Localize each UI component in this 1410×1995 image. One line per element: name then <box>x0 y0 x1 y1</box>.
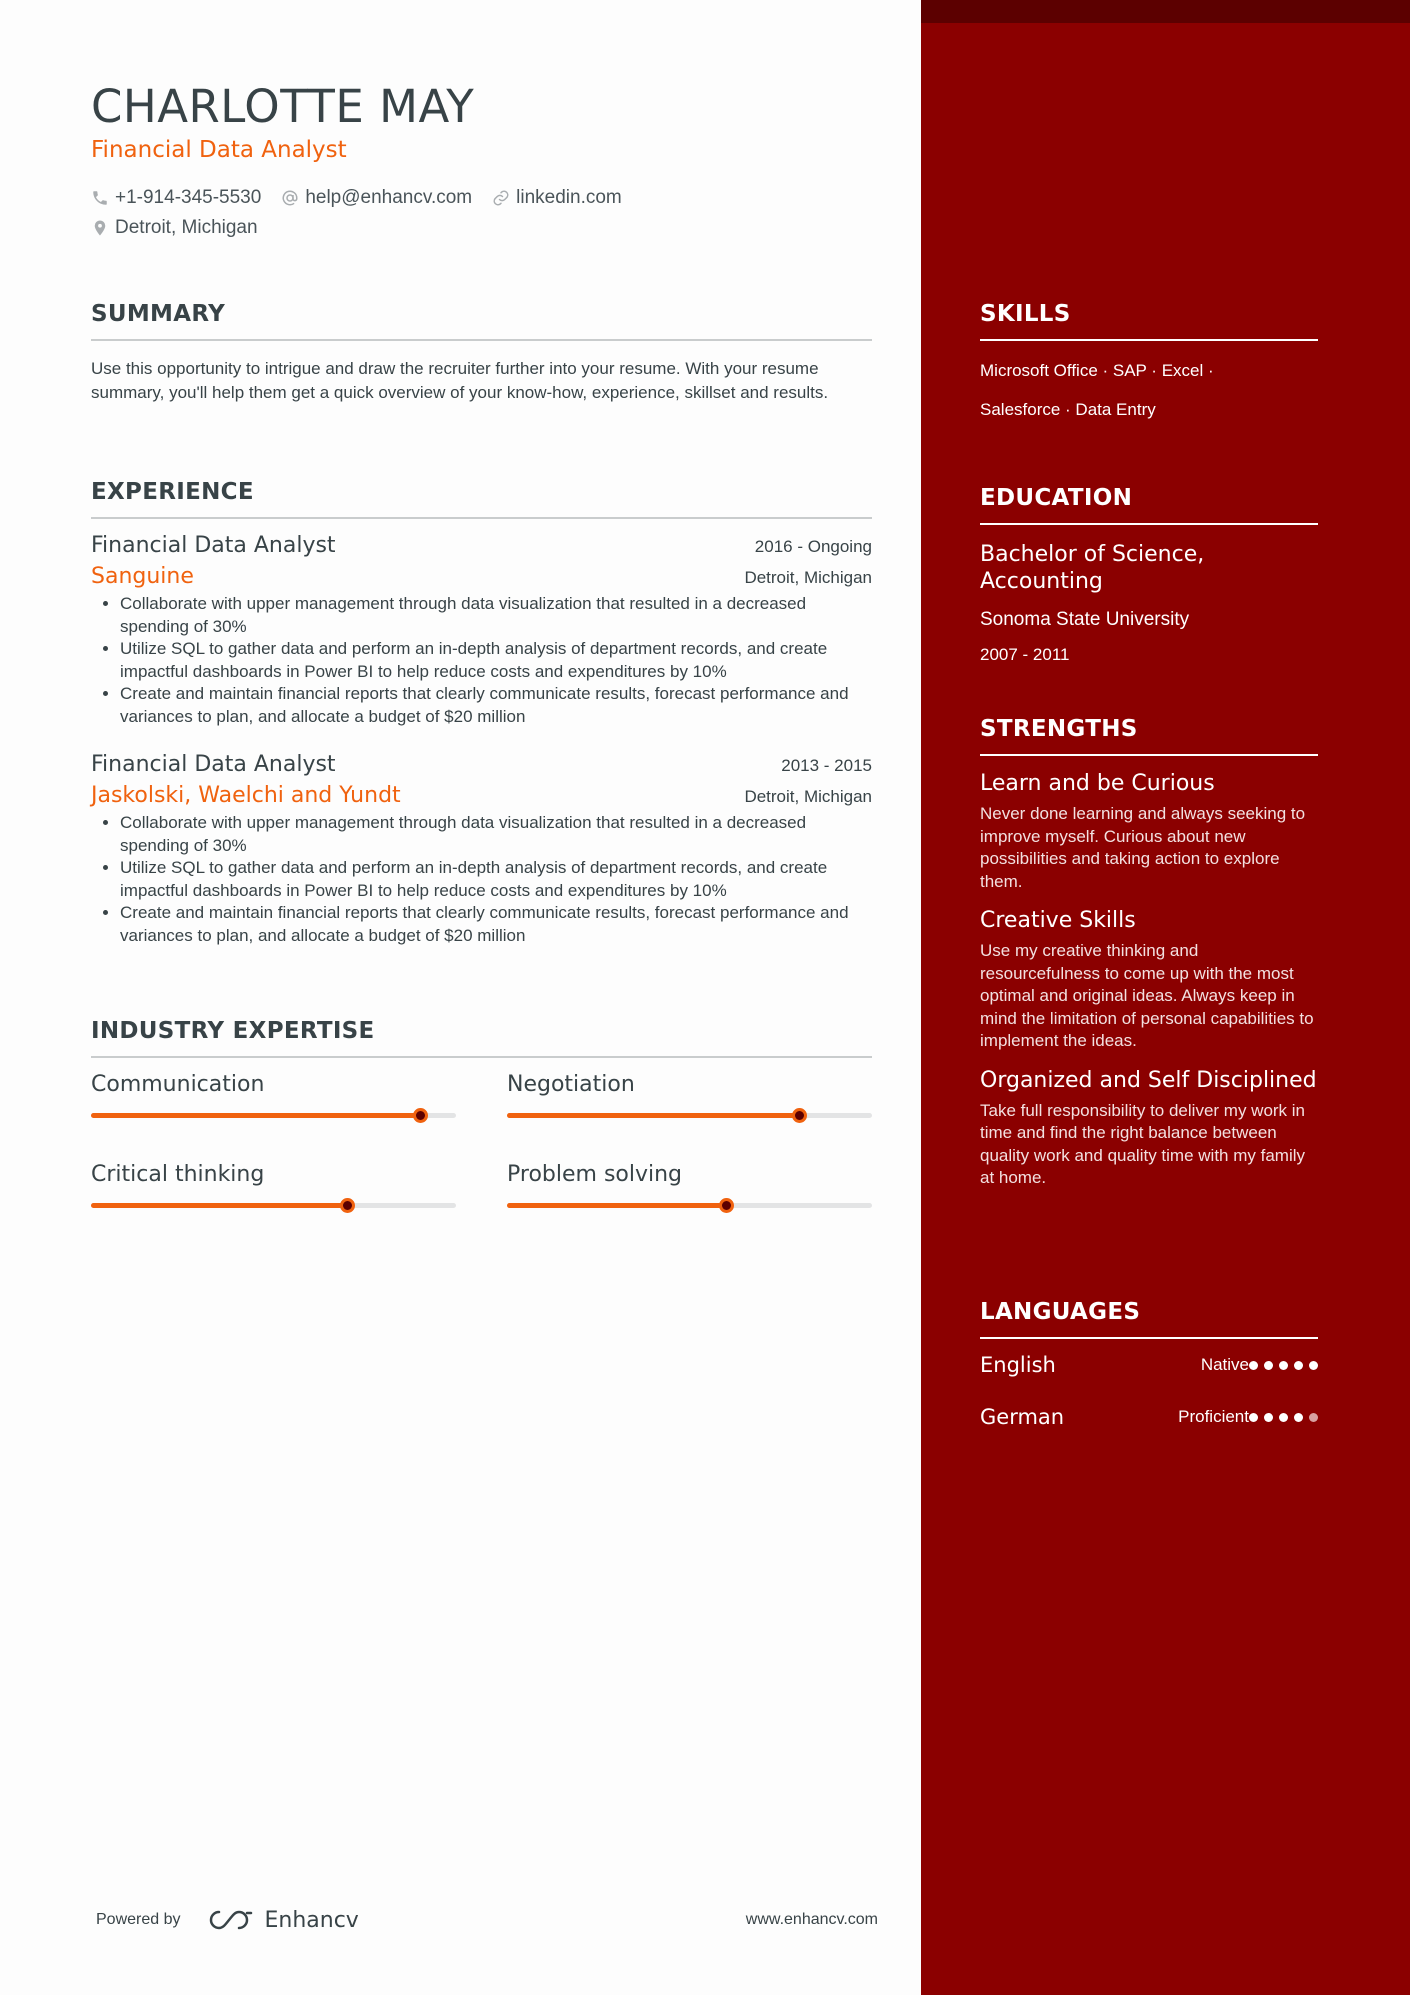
expertise-bar-knob <box>792 1108 807 1123</box>
education-degree: Bachelor of Science, Accounting <box>980 542 1205 594</box>
language-dots <box>1249 1413 1318 1422</box>
strength-desc: Never done learning and always seeking to improve myself. Curious about new possibilities and taking action to explore them. <box>980 804 1306 891</box>
powered-by-text: Powered by <box>96 1911 181 1928</box>
strength-item <box>980 1067 1318 1190</box>
language-row <box>980 1391 1318 1443</box>
expertise-bar <box>507 1203 872 1208</box>
education-section <box>980 485 1318 665</box>
contact-phone[interactable] <box>91 187 261 209</box>
job-dates: 2013 - 2015 <box>781 756 872 775</box>
contact-location <box>91 217 258 239</box>
footer <box>96 1900 878 1940</box>
job-dates: 2016 - Ongoing <box>754 537 872 556</box>
at-icon <box>281 189 299 207</box>
expertise-title: INDUSTRY EXPERTISE <box>91 1018 872 1058</box>
job-bullet: • Create and maintain financial reports that clearly communicate results, forecast performance and variances to plan, and allocate a budget of $20 million <box>120 683 872 728</box>
skills-line: Microsoft Office · SAP · Excel · <box>980 361 1214 380</box>
language-name: German <box>980 1405 1065 1429</box>
job-bullet: • Utilize SQL to gather data and perform an in-depth analysis of department records, and create impactful dashboards in Power BI to help reduce costs and expenditures by 10% <box>120 857 872 902</box>
language-name: English <box>980 1353 1056 1377</box>
contact-info <box>91 183 891 243</box>
job-entry <box>91 533 872 728</box>
email-text: help@enhancv.com <box>305 187 473 208</box>
language-dot-filled <box>1279 1361 1288 1370</box>
expertise-bar <box>91 1203 456 1208</box>
education-title: EDUCATION <box>980 485 1318 525</box>
job-title: Financial Data Analyst <box>91 533 336 558</box>
phone-icon <box>91 189 109 207</box>
strength-desc: Take full responsibility to deliver my work in time and find the right balance between quality work and quality time with my family at home. <box>980 1100 1306 1187</box>
expertise-item <box>91 1072 456 1162</box>
link-text: linkedin.com <box>516 187 622 208</box>
job-bullet: • Collaborate with upper management through data visualization that resulted in a decreased spending of 30% <box>120 593 872 638</box>
language-dots <box>1249 1361 1318 1370</box>
expertise-bar <box>507 1113 872 1118</box>
link-icon <box>492 189 510 207</box>
summary-text: Use this opportunity to intrigue and draw the recruiter further into your resume. With your resume summary, you'll help them get a quick overview of your know-how, experience, skillset and results. <box>91 359 829 402</box>
expertise-bar-knob <box>340 1198 355 1213</box>
strength-title: Creative Skills <box>980 908 1136 933</box>
expertise-label: Negotiation <box>507 1072 635 1097</box>
languages-title: LANGUAGES <box>980 1299 1318 1339</box>
experience-section <box>91 479 872 947</box>
summary-title: SUMMARY <box>91 301 872 341</box>
expertise-label: Critical thinking <box>91 1162 265 1187</box>
candidate-role: Financial Data Analyst <box>91 137 347 163</box>
job-company: Sanguine <box>91 564 194 589</box>
language-dot-filled <box>1264 1413 1273 1422</box>
expertise-bar-knob <box>413 1108 428 1123</box>
expertise-grid <box>91 1072 872 1252</box>
job-location: Detroit, Michigan <box>744 787 872 806</box>
job-bullets <box>91 812 872 947</box>
job-company: Jaskolski, Waelchi and Yundt <box>91 783 401 808</box>
expertise-item <box>91 1162 456 1252</box>
job-entry <box>91 752 872 947</box>
education-years: 2007 - 2011 <box>980 645 1070 664</box>
language-dot-filled <box>1294 1413 1303 1422</box>
expertise-bar-fill <box>507 1203 726 1208</box>
language-dot-filled <box>1294 1361 1303 1370</box>
language-dot-filled <box>1264 1361 1273 1370</box>
footer-site-link[interactable]: www.enhancv.com <box>745 1911 878 1928</box>
expertise-bar-fill <box>91 1203 347 1208</box>
expertise-label: Problem solving <box>507 1162 683 1187</box>
expertise-bar-fill <box>507 1113 799 1118</box>
strength-title: Organized and Self Disciplined <box>980 1067 1317 1093</box>
candidate-name: CHARLOTTE MAY <box>91 80 475 133</box>
job-bullets <box>91 593 872 728</box>
language-dot-filled <box>1249 1361 1258 1370</box>
job-bullet: • Create and maintain financial reports that clearly communicate results, forecast performance and variances to plan, and allocate a budget of $20 million <box>120 902 872 947</box>
language-level: Proficient <box>1178 1407 1249 1426</box>
summary-section <box>91 301 872 405</box>
expertise-item <box>507 1072 872 1162</box>
strengths-section <box>980 716 1318 1190</box>
expertise-section <box>91 1018 872 1252</box>
job-location: Detroit, Michigan <box>744 568 872 587</box>
expertise-bar-fill <box>91 1113 420 1118</box>
contact-link[interactable] <box>492 187 622 209</box>
language-dot-empty <box>1309 1413 1318 1422</box>
skills-section <box>980 301 1318 429</box>
language-dot-filled <box>1309 1361 1318 1370</box>
language-dot-filled <box>1249 1413 1258 1422</box>
brand-logo[interactable] <box>207 1908 359 1933</box>
strengths-title: STRENGTHS <box>980 716 1318 756</box>
education-school: Sonoma State University <box>980 609 1190 630</box>
skills-title: SKILLS <box>980 301 1318 341</box>
language-level: Native <box>1200 1355 1249 1374</box>
strength-title: Learn and be Curious <box>980 771 1215 796</box>
experience-title: EXPERIENCE <box>91 479 872 519</box>
enhancv-logo-icon <box>207 1908 255 1932</box>
sidebar-top-band <box>921 0 1410 23</box>
language-dot-filled <box>1279 1413 1288 1422</box>
strength-desc: Use my creative thinking and resourcefulness to come up with the most optimal and original ideas. Always keep in mind the limitation of personal capabilities to implement the ideas. <box>980 941 1314 1050</box>
expertise-bar <box>91 1113 456 1118</box>
brand-name: Enhancv <box>264 1907 359 1933</box>
job-bullet: • Utilize SQL to gather data and perform an in-depth analysis of department records, and create impactful dashboards in Power BI to help reduce costs and expenditures by 10% <box>120 638 872 683</box>
expertise-label: Communication <box>91 1072 265 1097</box>
language-row <box>980 1339 1318 1391</box>
location-text: Detroit, Michigan <box>115 217 258 238</box>
strength-item <box>980 770 1318 893</box>
strength-item <box>980 907 1318 1053</box>
contact-email[interactable] <box>281 187 472 209</box>
expertise-bar-knob <box>719 1198 734 1213</box>
languages-section <box>980 1299 1318 1443</box>
skills-line: Salesforce · Data Entry <box>980 400 1156 419</box>
phone-text: +1-914-345-5530 <box>115 187 262 208</box>
job-bullet: • Collaborate with upper management through data visualization that resulted in a decreased spending of 30% <box>120 812 872 857</box>
job-title: Financial Data Analyst <box>91 752 336 777</box>
location-pin-icon <box>91 219 109 237</box>
expertise-item <box>507 1162 872 1252</box>
